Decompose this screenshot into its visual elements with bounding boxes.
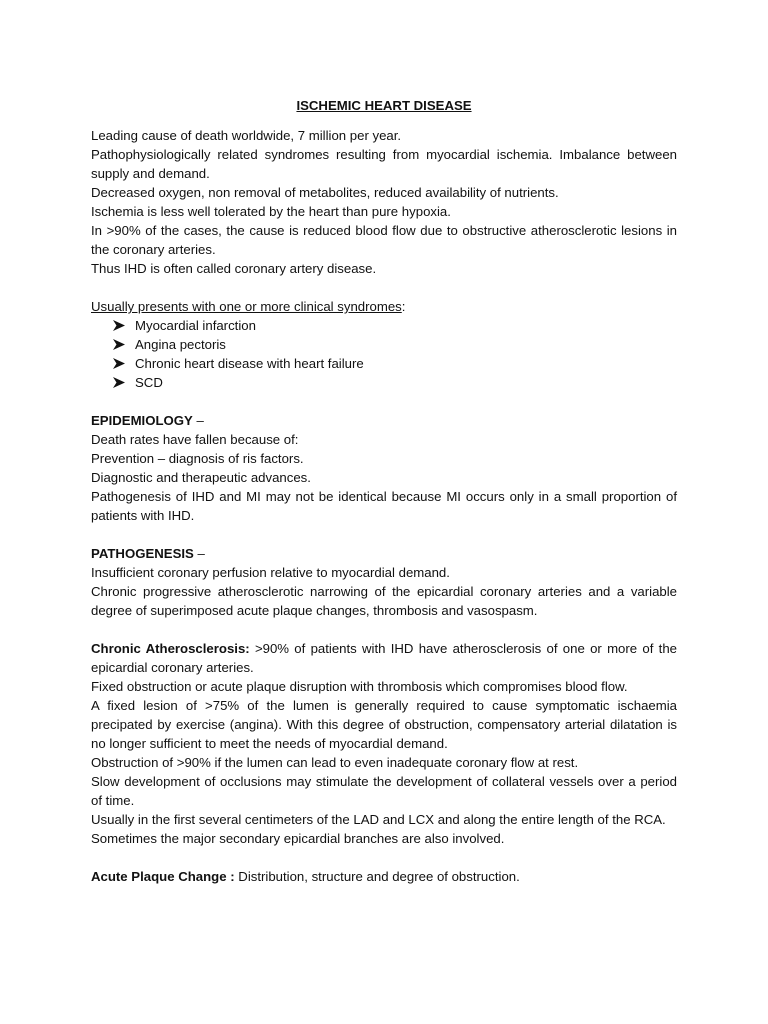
acute-plaque-heading: Acute Plaque Change :	[91, 869, 235, 884]
list-item-label: Angina pectoris	[135, 337, 226, 352]
intro-line: Leading cause of death worldwide, 7 million per year.	[91, 128, 402, 143]
pathogenesis-line: Insufficient coronary perfusion relative to myocardial demand.	[91, 565, 450, 580]
chronic-atherosclerosis-line: A fixed lesion of >75% of the lumen is generally required to cause symptomatic ischaemia precipated by exercise (angina). With this degree of obstruction, compensatory arterial dilatation is no longer sufficient to meet the needs of myocardial demand.	[91, 698, 677, 751]
epidemiology-heading-suffix: –	[192, 413, 204, 428]
pathogenesis-heading-text: PATHOGENESIS	[91, 546, 194, 561]
syndromes-heading-text: Usually presents with one or more clinical syndromes	[91, 299, 402, 314]
arrowhead-bullet-icon	[113, 335, 127, 354]
epidemiology-heading-text: EPIDEMIOLOGY	[91, 413, 193, 428]
arrowhead-bullet-icon	[113, 316, 127, 335]
chronic-atherosclerosis-line: Fixed obstruction or acute plaque disruption with thrombosis which compromises blood flow.	[91, 679, 628, 694]
arrowhead-bullet-icon	[113, 354, 127, 373]
arrowhead-bullet-icon	[113, 373, 127, 392]
pathogenesis-line: Chronic progressive atherosclerotic narrowing of the epicardial coronary arteries and a variable degree of superimposed acute plaque changes, thrombosis and vasospasm.	[91, 584, 677, 618]
syndromes-heading-suffix: :	[401, 299, 406, 314]
epidemiology-line: Prevention – diagnosis of ris factors.	[91, 451, 304, 466]
list-item-label: Myocardial infarction	[135, 318, 256, 333]
syndromes-list	[91, 316, 677, 392]
pathogenesis-heading-suffix: –	[193, 546, 205, 561]
intro-line: Ischemia is less well tolerated by the heart than pure hypoxia.	[91, 204, 451, 219]
syndromes-heading	[91, 297, 677, 316]
list-item	[113, 373, 677, 392]
pathogenesis-section	[91, 544, 677, 620]
intro-line: Decreased oxygen, non removal of metabolites, reduced availability of nutrients.	[91, 185, 559, 200]
spacer	[91, 848, 677, 867]
epidemiology-line: Death rates have fallen because of:	[91, 432, 299, 447]
pathogenesis-heading	[91, 544, 677, 563]
epidemiology-section	[91, 411, 677, 525]
list-item	[113, 354, 677, 373]
intro-line: Thus IHD is often called coronary artery disease.	[91, 261, 377, 276]
chronic-atherosclerosis-first-line: >90% of patients with IHD have atherosclerosis of one or more of the epicardial coronary arteries.	[91, 641, 677, 675]
chronic-atherosclerosis-section	[91, 639, 677, 848]
document-title: ISCHEMIC HEART DISEASE	[296, 98, 472, 113]
epidemiology-line: Pathogenesis of IHD and MI may not be identical because MI occurs only in a small proportion of patients with IHD.	[91, 489, 677, 523]
epidemiology-line: Diagnostic and therapeutic advances.	[91, 470, 311, 485]
spacer	[91, 620, 677, 639]
acute-plaque-section	[91, 867, 677, 886]
acute-plaque-text: Distribution, structure and degree of obstruction.	[234, 869, 520, 884]
intro-line: In >90% of the cases, the cause is reduced blood flow due to obstructive atherosclerotic lesions in the coronary arteries.	[91, 223, 677, 257]
intro-section	[91, 126, 677, 278]
chronic-atherosclerosis-heading: Chronic Atherosclerosis:	[91, 641, 250, 656]
intro-line: Pathophysiologically related syndromes resulting from myocardial ischemia. Imbalance between supply and demand.	[91, 147, 677, 181]
chronic-atherosclerosis-line: Obstruction of >90% if the lumen can lead to even inadequate coronary flow at rest.	[91, 755, 579, 770]
document-page	[91, 96, 677, 886]
epidemiology-heading	[91, 411, 677, 430]
list-item	[113, 316, 677, 335]
spacer	[91, 392, 677, 411]
syndromes-section	[91, 297, 677, 392]
acute-plaque-line	[91, 867, 677, 886]
chronic-atherosclerosis-line: Usually in the first several centimeters of the LAD and LCX and along the entire length of the RCA.	[91, 812, 666, 827]
list-item-label: Chronic heart disease with heart failure	[135, 356, 364, 371]
list-item-label: SCD	[135, 375, 163, 390]
chronic-atherosclerosis-intro	[91, 639, 677, 677]
chronic-atherosclerosis-line: Sometimes the major secondary epicardial branches are also involved.	[91, 831, 505, 846]
spacer	[91, 278, 677, 297]
chronic-atherosclerosis-line: Slow development of occlusions may stimulate the development of collateral vessels over a period of time.	[91, 774, 677, 808]
list-item	[113, 335, 677, 354]
spacer	[91, 525, 677, 544]
